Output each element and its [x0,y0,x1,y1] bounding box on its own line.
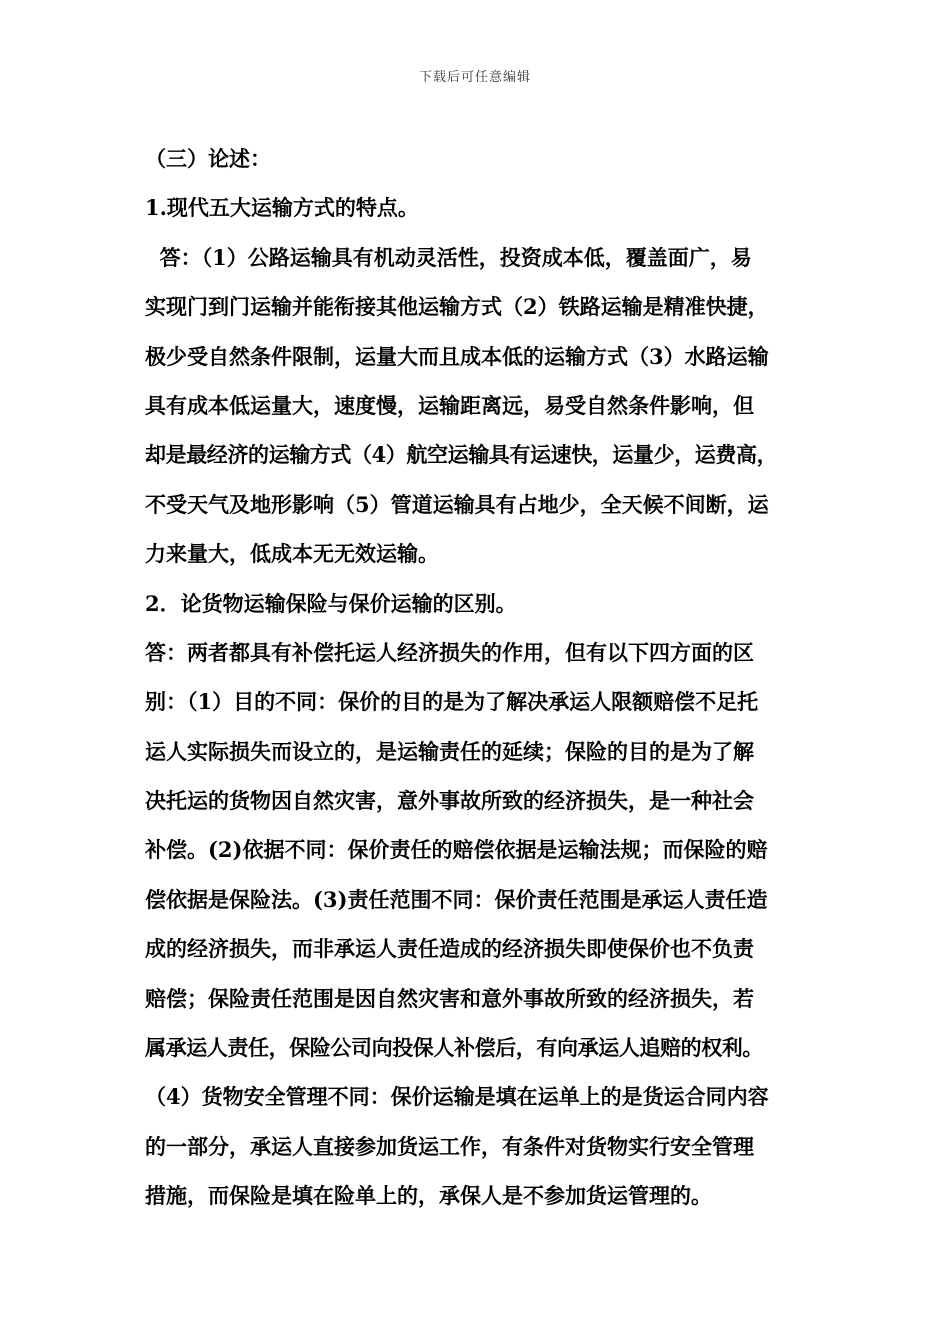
answer-1-line: 实现门到门运输并能衔接其他运输方式（2）铁路运输是精准快捷， [145,294,769,320]
answer-2-line: （4）货物安全管理不同：保价运输是填在运单上的是货运合同内容 [145,1084,769,1110]
answer-1-line: 不受天气及地形影响（5）管道运输具有占地少，全天候不间断，运 [145,491,769,517]
question-2-title: 2．论货物运输保险与保价运输的区别。 [145,590,517,616]
answer-2-line: 成的经济损失，而非承运人责任造成的经济损失即使保价也不负责 [145,936,754,962]
section-heading: （三）论述： [145,146,271,171]
answer-2-line: 措施，而保险是填在险单上的，承保人是不参加货运管理的。 [145,1183,712,1209]
answer-2-line: 别：（1）目的不同：保价的目的是为了解决承运人限额赔偿不足托 [145,689,759,715]
answer-2-line: 偿依据是保险法。(3)责任范围不同：保价责任范围是承运人责任造 [145,886,768,912]
question-1-title: 1.现代五大运输方式的特点。 [145,195,419,221]
answer-2-line: 运人实际损失而设立的，是运输责任的延续；保险的目的是为了解 [145,738,754,764]
answer-2-line: 决托运的货物因自然灾害，意外事故所致的经济损失，是一种社会 [145,788,754,814]
answer-1-line: 答：（1）公路运输具有机动灵活性，投资成本低，覆盖面广，易 [145,244,752,270]
answer-2-line: 的一部分，承运人直接参加货运工作，有条件对货物实行安全管理 [145,1133,754,1159]
answer-1-line: 力来量大，低成本无无效运输。 [145,541,439,567]
answer-1-line: 却是最经济的运输方式（4）航空运输具有运速快，运量少，运费高， [145,442,778,468]
answer-2-line: 赔偿；保险责任范围是因自然灾害和意外事故所致的经济损失，若 [145,985,754,1011]
page-header: 下载后可任意编辑 [418,70,531,85]
answer-2-line: 属承运人责任，保险公司向投保人补偿后，有向承运人追赔的权利。 [145,1035,763,1061]
answer-2-line: 补偿。(2)依据不同：保价责任的赔偿依据是运输法规；而保险的赔 [145,837,768,863]
answer-2-line: 答：两者都具有补偿托运人经济损失的作用，但有以下四方面的区 [145,639,754,665]
answer-1-line: 具有成本低运量大，速度慢，运输距离远，易受自然条件影响，但 [145,392,754,418]
answer-1-line: 极少受自然条件限制，运量大而且成本低的运输方式（3）水路运输 [145,343,769,369]
document-body [145,134,825,1221]
